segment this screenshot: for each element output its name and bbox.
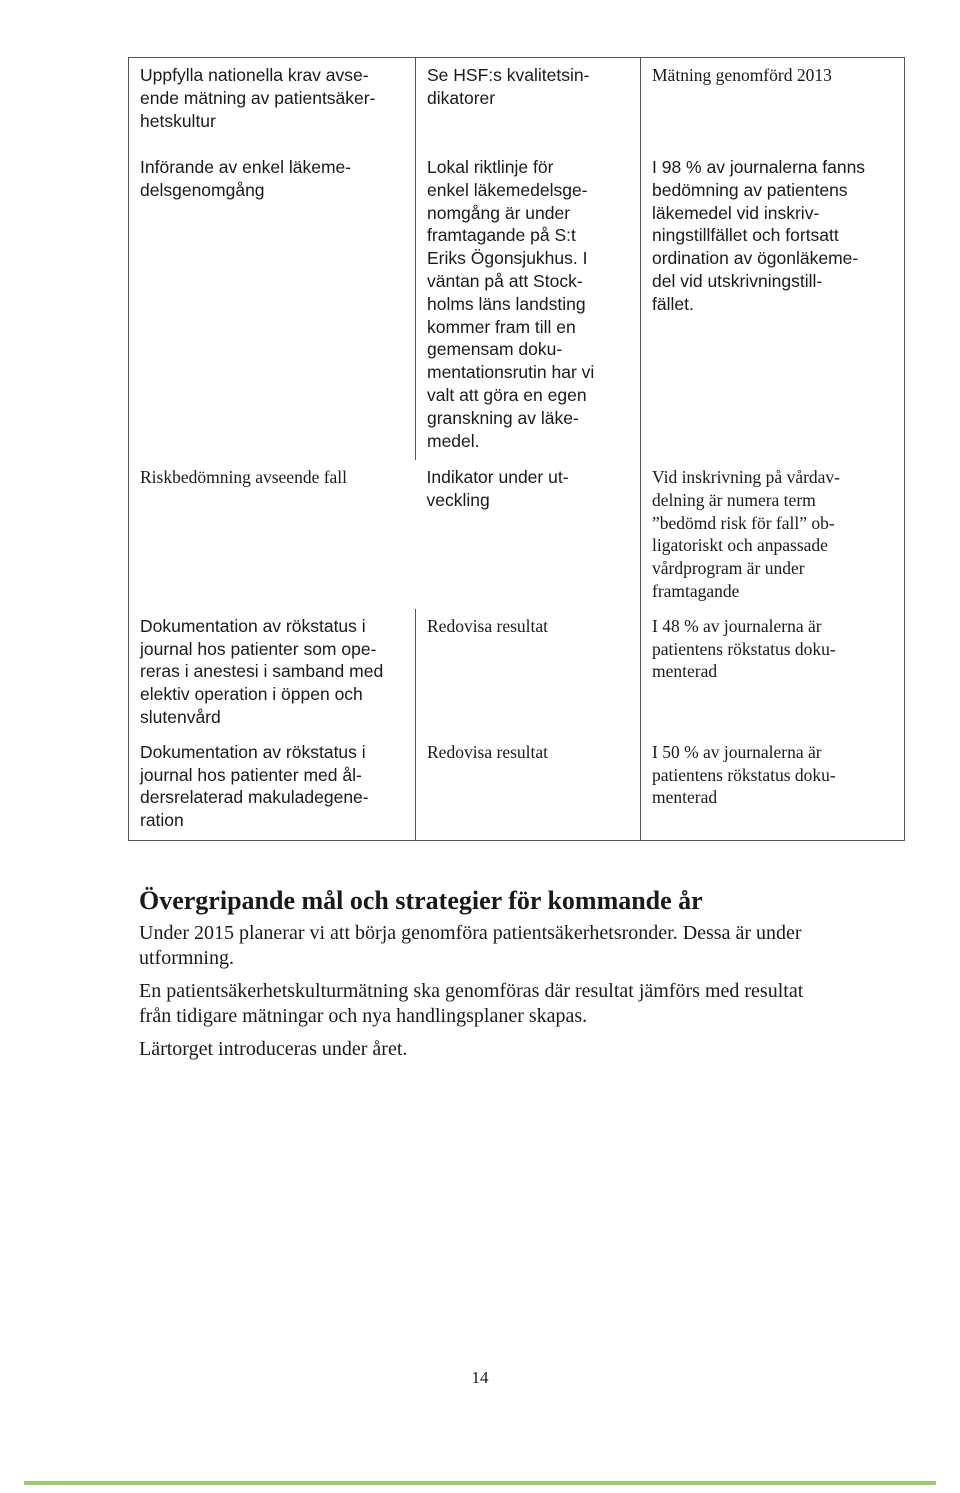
result-cell: Mätning genomförd 2013 bbox=[641, 58, 905, 151]
goal-cell: Dokumentation av rökstatus i journal hos patienter som ope- reras i anestesi i samband med elektiv operation i öppen och slutenvård bbox=[129, 609, 416, 735]
result-cell: Vid inskrivning på vårdav- delning är numera term ”bedömd risk för fall” ob- ligatoriskt och anpassade vårdprogram är under framtagande bbox=[641, 460, 905, 609]
result-cell: I 48 % av journalerna är patientens rökstatus doku- menterad bbox=[641, 609, 905, 735]
goal-cell: Uppfylla nationella krav avse- ende mätning av patientsäker- hetskultur bbox=[129, 58, 416, 151]
section-paragraph: En patientsäkerhetskulturmätning ska genomföras där resultat jämförs med resultat från tidigare mätningar och nya handlingsplaner skapas. bbox=[139, 980, 804, 1027]
measure-cell: Redovisa resultat bbox=[416, 609, 641, 735]
strategies-section bbox=[139, 884, 839, 1071]
goal-cell: Dokumentation av rökstatus i journal hos patienter med ål- dersrelaterad makuladegene- ration bbox=[129, 735, 416, 841]
table-row bbox=[129, 460, 905, 609]
results-table bbox=[128, 57, 866, 841]
table-row bbox=[129, 150, 905, 460]
section-paragraph: Under 2015 planerar vi att börja genomföra patientsäkerhetsronder. Dessa är under utformning. bbox=[139, 922, 802, 969]
measure-cell: Redovisa resultat bbox=[416, 735, 641, 841]
measure-cell: Se HSF:s kvalitetsin- dikatorer bbox=[416, 58, 641, 151]
table-row bbox=[129, 58, 905, 151]
section-paragraph: Lärtorget introduceras under året. bbox=[139, 1038, 408, 1060]
section-heading: Övergripande mål och strategier för kommande år bbox=[139, 886, 703, 915]
goals-table bbox=[128, 57, 905, 841]
goal-cell: Riskbedömning avseende fall bbox=[129, 460, 416, 609]
result-cell: I 50 % av journalerna är patientens rökstatus doku- menterad bbox=[641, 735, 905, 841]
goal-cell: Införande av enkel läkeme- delsgenomgång bbox=[129, 150, 416, 460]
table-row bbox=[129, 735, 905, 841]
table-row bbox=[129, 609, 905, 735]
result-cell: I 98 % av journalerna fanns bedömning av patientens läkemedel vid inskriv- ningstillfället och fortsatt ordination av ögonläkeme- del vid utskrivningstill- fället. bbox=[641, 150, 905, 460]
measure-cell: Lokal riktlinje för enkel läkemedelsge- nomgång är under framtagande på S:t Eriks Ögonsjukhus. I väntan på att Stock- holms läns landsting kommer fram till en gemensam doku- mentationsrutin har vi valt att göra en egen granskning av läke- medel. bbox=[416, 150, 641, 460]
footer-rule bbox=[24, 1481, 936, 1485]
page-number: 14 bbox=[471, 1368, 489, 1387]
measure-cell: Indikator under ut- veckling bbox=[416, 460, 641, 609]
